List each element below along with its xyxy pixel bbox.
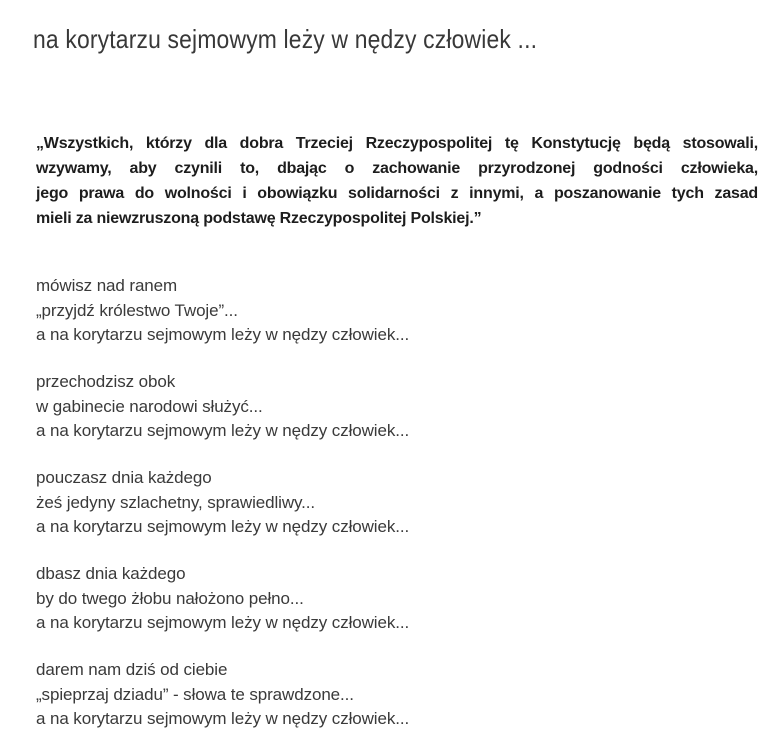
poem-stanza-2 (36, 370, 409, 444)
constitution-quote (36, 131, 758, 231)
poem-line: w gabinecie narodowi służyć... (36, 396, 263, 416)
poem-refrain-line: a na korytarzu sejmowym leży w nędzy człowiek... (36, 709, 410, 728)
poem (36, 274, 409, 754)
poem-refrain-line: a na korytarzu sejmowym leży w nędzy człowiek... (36, 421, 410, 440)
page-title: na korytarzu sejmowym leży w nędzy człowiek ... (33, 24, 538, 54)
poem-line: dbasz dnia każdego (36, 564, 186, 583)
poem-stanza-3 (36, 466, 409, 540)
poem-refrain-line: a na korytarzu sejmowym leży w nędzy człowiek... (36, 517, 410, 536)
poem-line: żeś jedyny szlachetny, sprawiedliwy... (36, 492, 316, 512)
poem-refrain-line: a na korytarzu sejmowym leży w nędzy człowiek... (36, 613, 410, 632)
poem-line: „przyjdź królestwo Twoje”... (36, 300, 238, 320)
poem-line: mówisz nad ranem (36, 276, 178, 295)
quote-line: wzywamy, aby czynili to, dbając o zachowanie przyrodzonej godności człowieka, (36, 160, 758, 177)
quote-line: „Wszystkich, którzy dla dobra Trzeciej Rzeczypospolitej tę Konstytucję będą stosowali, (36, 135, 758, 152)
poem-stanza-4 (36, 562, 409, 636)
poem-line: przechodzisz obok (36, 372, 176, 391)
poem-line: darem nam dziś od ciebie (36, 660, 228, 679)
poem-line: „spieprzaj dziadu” - słowa te sprawdzone... (36, 684, 354, 704)
quote-line: jego prawa do wolności i obowiązku solidarności z innymi, a poszanowanie tych zasad (36, 185, 758, 202)
poem-line: pouczasz dnia każdego (36, 468, 212, 487)
poem-refrain-line: a na korytarzu sejmowym leży w nędzy człowiek... (36, 325, 410, 344)
poem-stanza-1 (36, 274, 409, 348)
quote-line: mieli za niewzruszoną podstawę Rzeczypospolitej Polskiej.” (36, 210, 482, 227)
poem-line: by do twego żłobu nałożono pełno... (36, 588, 304, 608)
poem-stanza-5 (36, 658, 409, 732)
